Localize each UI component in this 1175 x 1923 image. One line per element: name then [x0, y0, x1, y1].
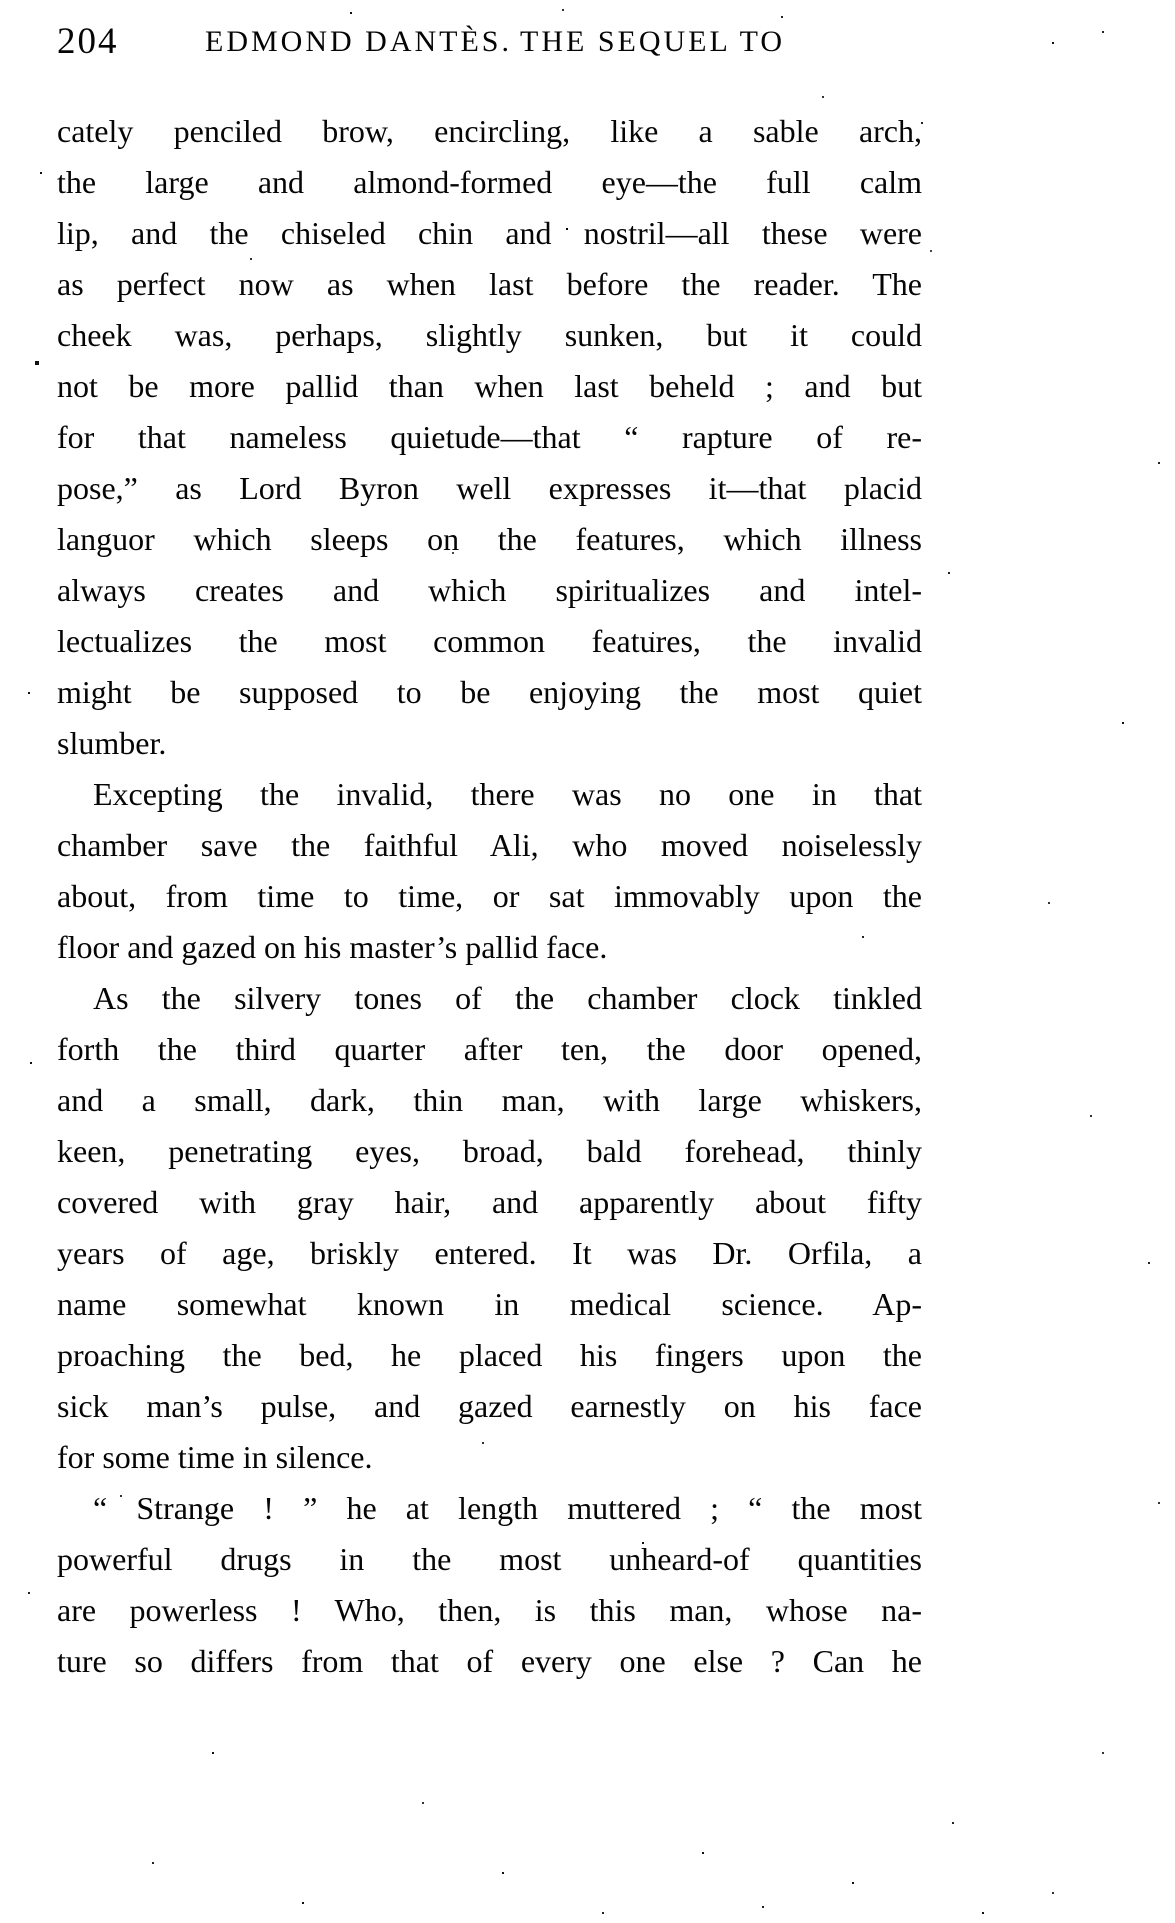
text-line: “ Strange ! ” he at length muttered ; “ the most [93, 1490, 922, 1526]
text-line: chamber save the faithful Ali, who moved noiselessly [57, 827, 922, 863]
text-line: for that nameless quietude—that “ rapture of re- [57, 419, 922, 455]
running-title-book: EDMOND DANTÈS. [205, 25, 512, 58]
text-line: Excepting the invalid, there was no one in that [93, 776, 922, 812]
text-line: cately penciled brow, encircling, like a sable arch, [57, 113, 922, 149]
text-line: years of age, briskly entered. It was Dr. Orfila, a [57, 1235, 922, 1271]
text-line: always creates and which spiritualizes and intel- [57, 572, 922, 608]
page-number: 204 [57, 21, 119, 62]
text-line: proaching the bed, he placed his fingers upon the [57, 1337, 922, 1373]
text-line: might be supposed to be enjoying the most quiet [57, 674, 922, 710]
paragraph-1 [57, 106, 922, 769]
text-line: powerful drugs in the most unheard-of quantities [57, 1541, 922, 1577]
text-line: as perfect now as when last before the reader. The [57, 266, 922, 302]
text-line: ture so differs from that of every one else ? Can he [57, 1643, 922, 1679]
paragraph-2 [57, 769, 922, 973]
page-text-block [57, 106, 922, 1687]
text-line: languor which sleeps on the features, which illness [57, 521, 922, 557]
text-line: about, from time to time, or sat immovably upon the [57, 878, 922, 914]
text-line: As the silvery tones of the chamber clock tinkled [93, 980, 922, 1016]
text-line: lip, and the chiseled chin and nostril—all these were [57, 215, 922, 251]
page-header [57, 20, 922, 70]
text-line: slumber. [57, 725, 167, 761]
text-line: are powerless ! Who, then, is this man, whose na- [57, 1592, 922, 1628]
text-line: the large and almond-formed eye—the full calm [57, 164, 922, 200]
text-line: forth the third quarter after ten, the door opened, [57, 1031, 922, 1067]
text-line: keen, penetrating eyes, broad, bald forehead, thinly [57, 1133, 922, 1169]
paragraph-4 [57, 1483, 922, 1687]
text-line: and a small, dark, thin man, with large whiskers, [57, 1082, 922, 1118]
text-line: floor and gazed on his master’s pallid face. [57, 929, 608, 965]
text-line: sick man’s pulse, and gazed earnestly on his face [57, 1388, 922, 1424]
paragraph-3 [57, 973, 922, 1483]
text-line: name somewhat known in medical science. Ap- [57, 1286, 922, 1322]
text-line: covered with gray hair, and apparently about fifty [57, 1184, 922, 1220]
running-title-sequel: THE SEQUEL TO [520, 25, 786, 58]
text-line: cheek was, perhaps, slightly sunken, but it could [57, 317, 922, 353]
text-line: lectualizes the most common features, the invalid [57, 623, 922, 659]
text-line: pose,” as Lord Byron well expresses it—that placid [57, 470, 922, 506]
text-line: for some time in silence. [57, 1439, 373, 1475]
text-line: not be more pallid than when last beheld ; and but [57, 368, 922, 404]
